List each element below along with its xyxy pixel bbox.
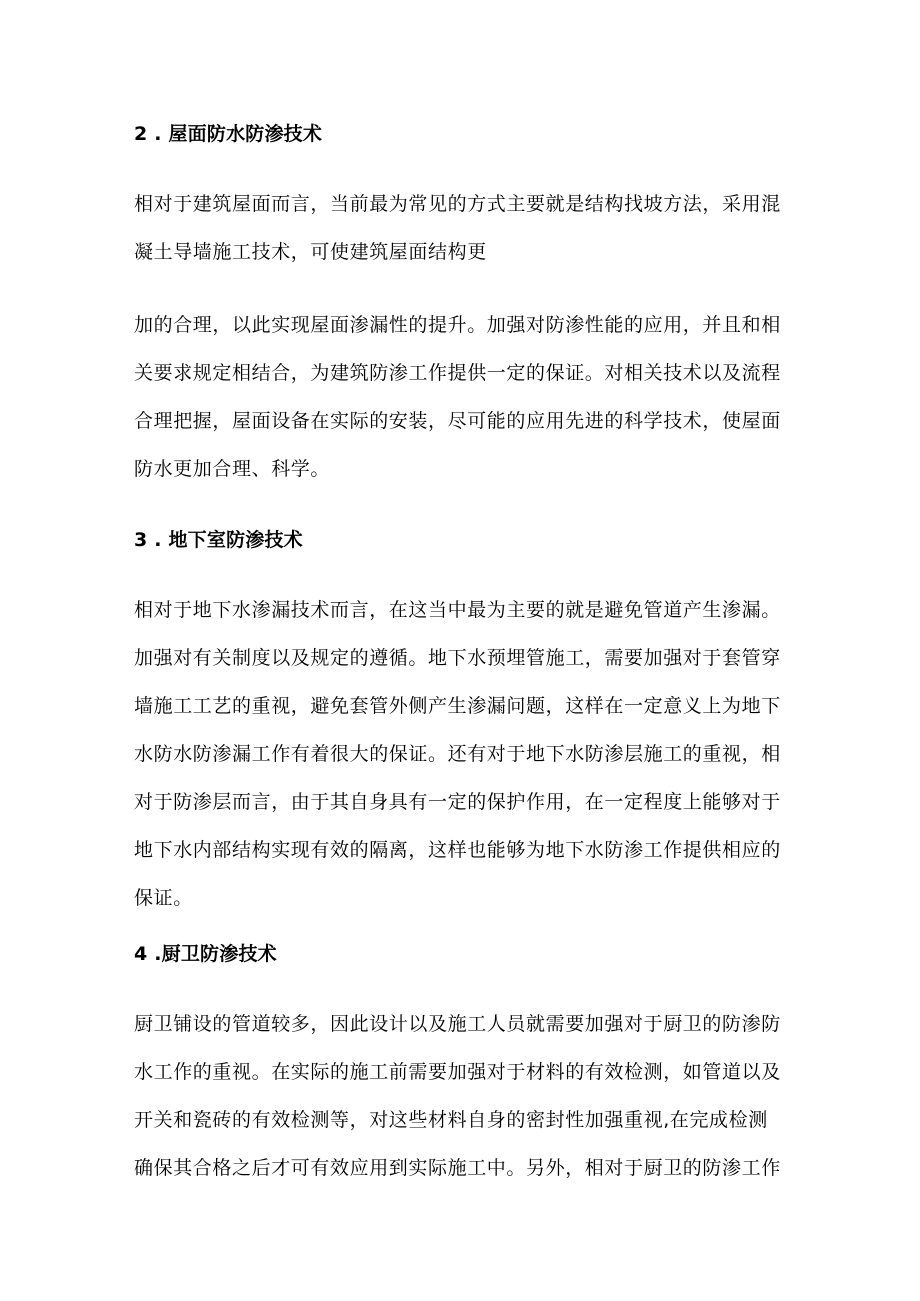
paragraph-line: 保证。 [134,887,193,909]
paragraph-line: 相对于地下水渗漏技术而言，在这当中最为主要的就是避免管道产生渗漏。 [134,599,781,621]
paragraph-line: 相对于建筑屋面而言，当前最为常见的方式主要就是结构找坡方法，采用混 [134,193,781,215]
paragraph-line: 加强对有关制度以及规定的遵循。地下水预埋管施工，需要加强对于套管穿 [134,647,781,669]
paragraph-line: 地下水内部结构实现有效的隔离，这样也能够为地下水防渗工作提供相应的 [134,839,781,861]
paragraph-line: 防水更加合理、科学。 [134,458,331,480]
paragraph-line: 水工作的重视。在实际的施工前需要加强对于材料的有效检测，如管道以及 [134,1061,781,1083]
paragraph-line: 凝土导墙施工技术，可使建筑屋面结构更 [134,241,487,263]
paragraph-line: 关要求规定相结合，为建筑防渗工作提供一定的保证。对相关技术以及流程 [134,362,781,384]
section-heading-kitchen-bath: 4 .厨卫防渗技术 [134,943,277,965]
paragraph-line: 厨卫铺设的管道较多，因此设计以及施工人员就需要加强对于厨卫的防渗防 [134,1013,781,1035]
paragraph-line: 对于防渗层而言，由于其自身具有一定的保护作用，在一定程度上能够对于 [134,791,781,813]
paragraph-line: 加的合理，以此实现屋面渗漏性的提升。加强对防渗性能的应用，并且和相 [134,314,781,336]
section-heading-roof: 2 . 屋面防水防渗技术 [134,123,323,145]
paragraph-line: 墙施工工艺的重视，避免套管外侧产生渗漏问题，这样在一定意义上为地下 [134,695,781,717]
paragraph-line: 水防水防渗漏工作有着很大的保证。还有对于地下水防渗层施工的重视，相 [134,743,781,765]
paragraph-line: 合理把握，屋面设备在实际的安装，尽可能的应用先进的科学技术，使屋面 [134,410,781,432]
paragraph-line: 开关和瓷砖的有效检测等，对这些材料自身的密封性加强重视,在完成检测 [134,1109,768,1131]
paragraph-line: 确保其合格之后才可有效应用到实际施工中。另外，相对于厨卫的防渗工作 [134,1157,781,1179]
section-heading-basement: 3 . 地下室防渗技术 [134,529,303,551]
